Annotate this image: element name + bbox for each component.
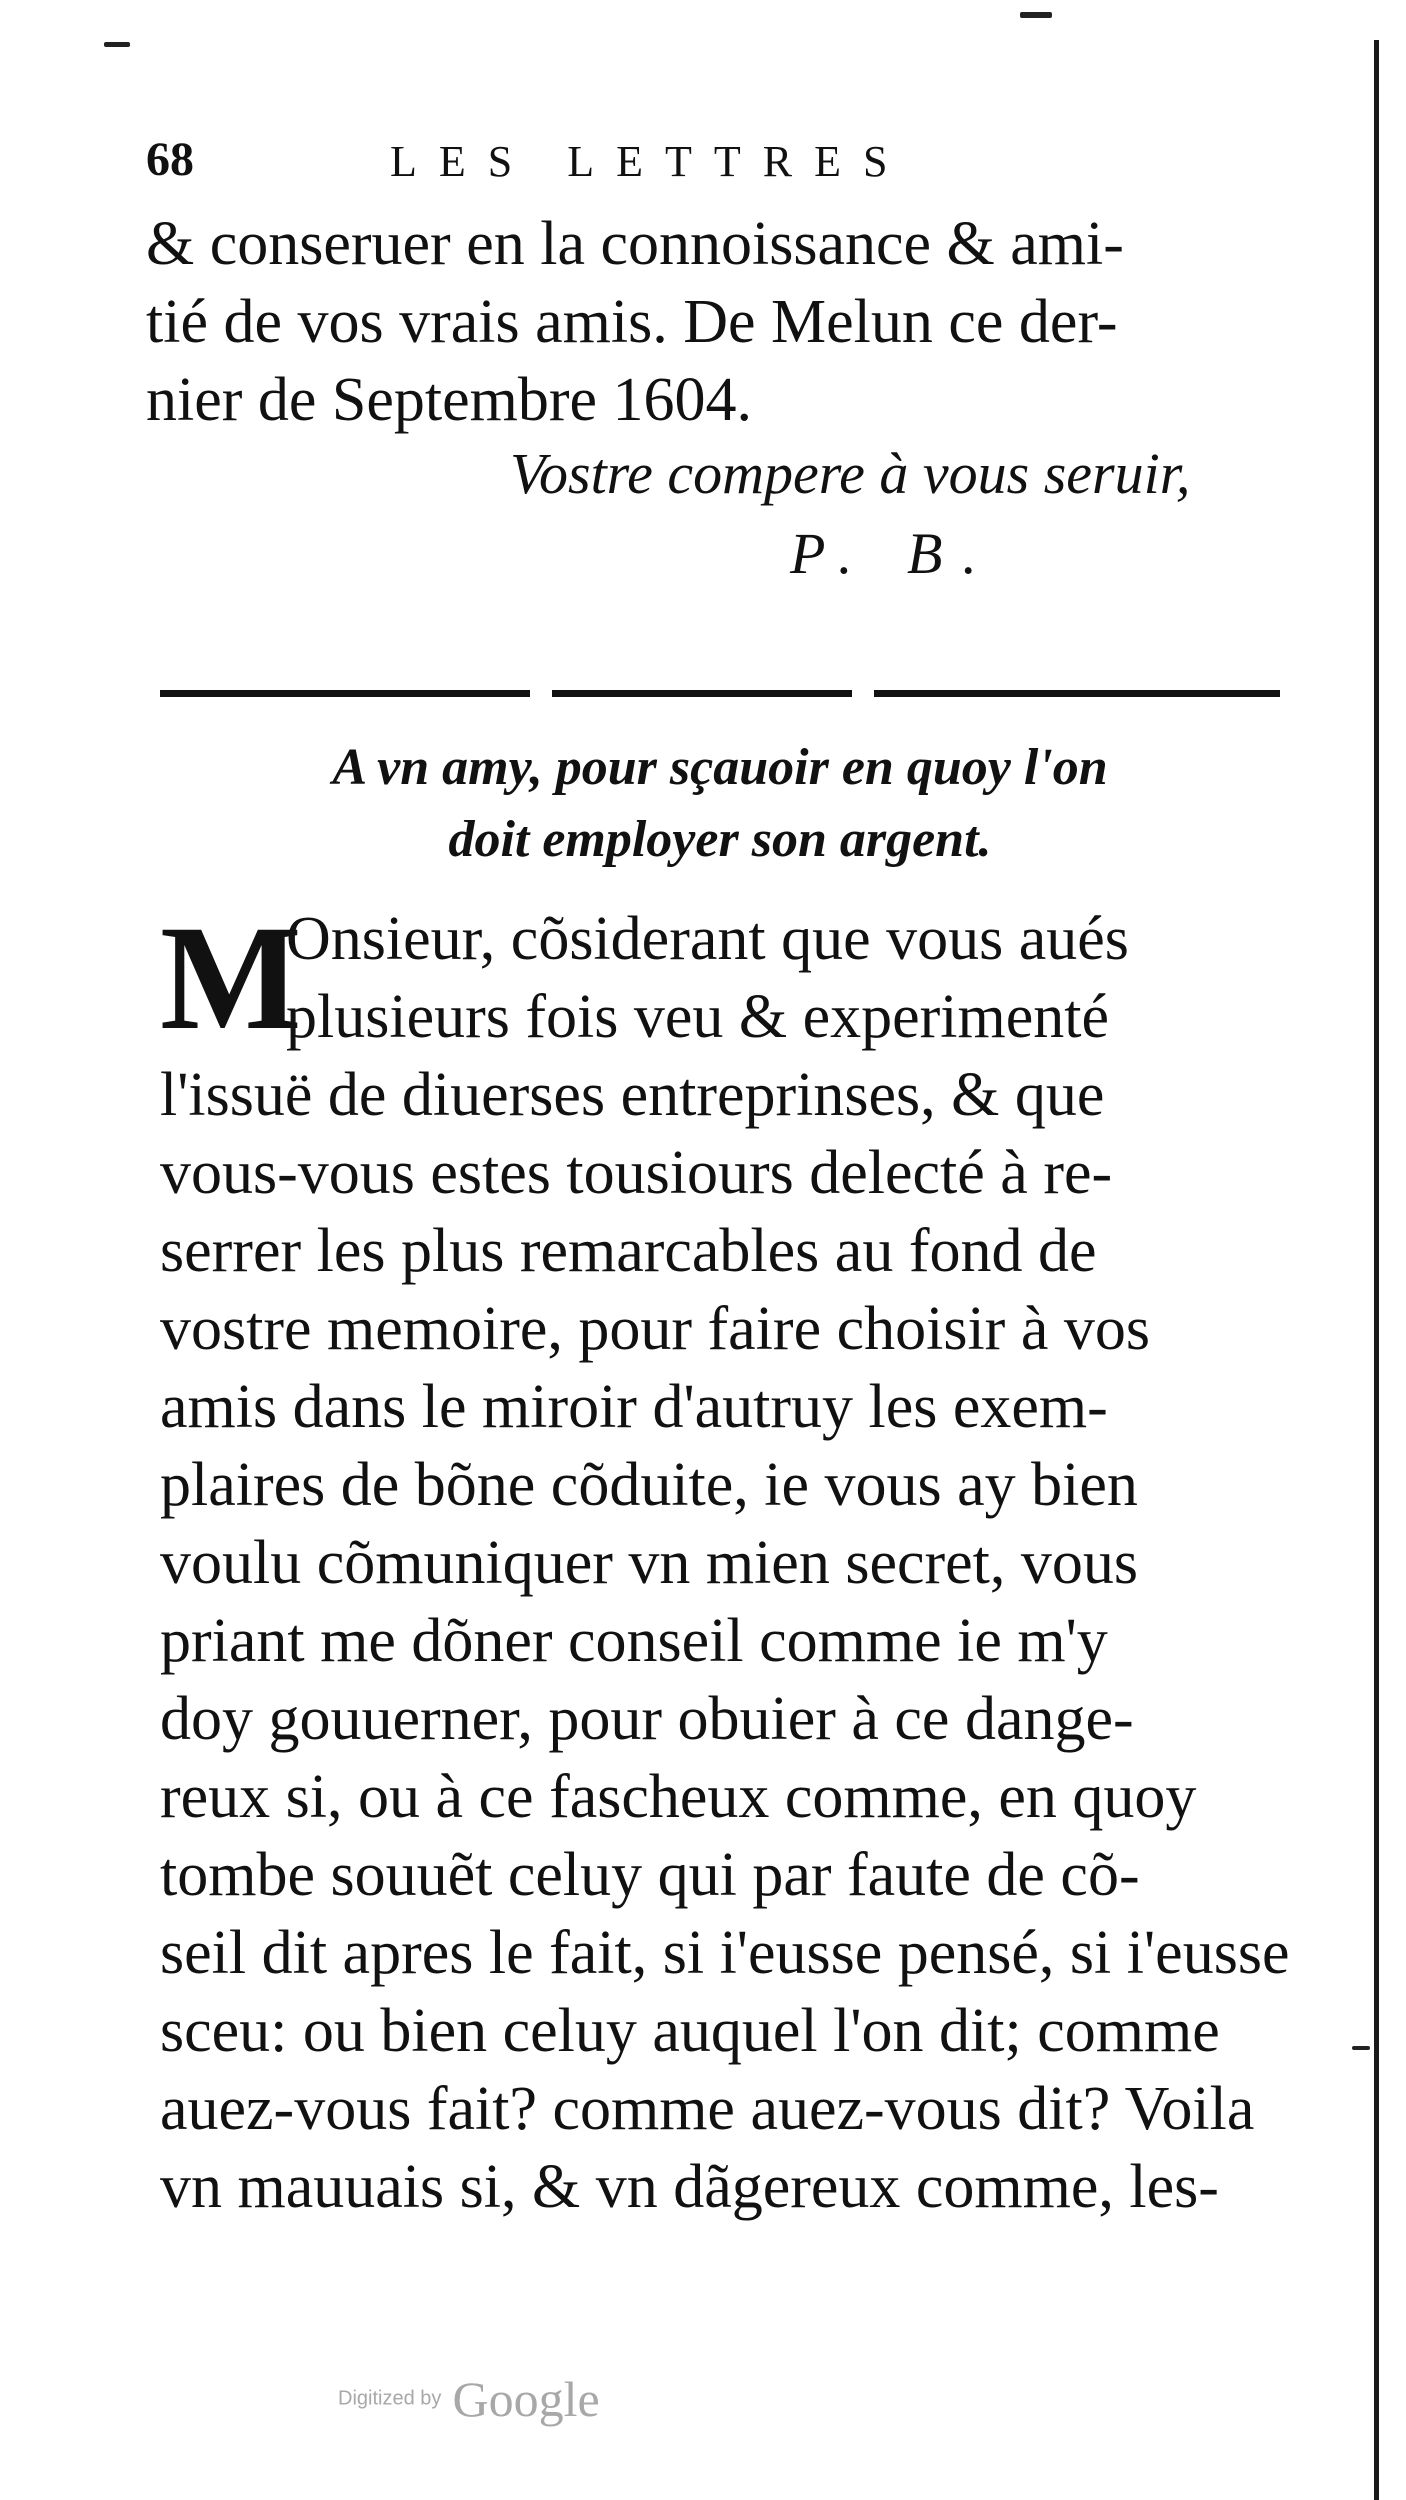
text-line: doy gouuerner, pour obuier à ce dange-: [160, 1685, 1134, 1753]
running-title: LES LETTRES: [390, 137, 910, 186]
drop-cap: M: [160, 895, 302, 1061]
text-line: auez-vous fait? comme auez-vous dit? Voila: [160, 2075, 1255, 2143]
watermark-prefix: Digitized by: [338, 2387, 442, 2410]
text-line: plusieurs fois veu & experimenté: [286, 983, 1110, 1051]
text-line: seil dit apres le fait, si i'eusse pensé, si i'eusse: [160, 1919, 1290, 1987]
scan-speck: [104, 42, 130, 47]
text-line: sceu: ou bien celuy auquel l'on dit; comme: [160, 1997, 1220, 2065]
running-head: [146, 132, 1266, 192]
text-line: reux si, ou à ce fascheux comme, en quoy: [160, 1763, 1197, 1831]
text-line: tombe souuẽt celuy qui par faute de cõ-: [160, 1841, 1140, 1909]
page-edge-rule: [1374, 40, 1379, 2500]
page-number: 68: [146, 133, 194, 186]
text-line: voulu cõmuniquer vn mien secret, vous: [160, 1529, 1139, 1597]
divider-segment: [874, 690, 1280, 697]
scan-speck: [1020, 12, 1052, 18]
text-line: amis dans le miroir d'autruy les exem-: [160, 1373, 1108, 1441]
text-line: priant me dõner conseil comme ie m'y: [160, 1607, 1108, 1675]
text-line: plaires de bõne cõduite, ie vous ay bien: [160, 1451, 1138, 1519]
text-line: vostre memoire, pour faire choisir à vos: [160, 1295, 1150, 1363]
divider-segment: [552, 690, 852, 697]
letter-closing: Vostre compere à vous seruir,: [510, 441, 1191, 506]
text-line: serrer les plus remarcables au fond de: [160, 1217, 1097, 1285]
heading-line: A vn amy, pour sçauoir en quoy l'on: [332, 739, 1108, 796]
ornamental-divider: [160, 686, 1280, 700]
text-line: tié de vos vrais amis. De Melun ce der-: [146, 288, 1118, 356]
text-line: Onsieur, cõsiderant que vous aués: [286, 905, 1129, 973]
letter-body: [160, 895, 1290, 2226]
letter-heading: [160, 732, 1280, 876]
text-line: vous-vous estes tousiours delecté à re-: [160, 1139, 1113, 1207]
text-line: nier de Septembre 1604.: [146, 366, 753, 434]
text-line: vn mauuais si, & vn dãgereux comme, les-: [160, 2153, 1219, 2221]
text-line: l'issuë de diuerses entreprinses, & que: [160, 1061, 1105, 1129]
scan-speck: [1352, 2046, 1370, 2050]
previous-letter-ending: [146, 205, 1276, 439]
digitization-watermark: [338, 2370, 600, 2428]
signature-initials: P. B.: [790, 521, 997, 586]
watermark-brand: Google: [452, 2371, 600, 2427]
divider-segment: [160, 690, 530, 697]
heading-line: doit employer son argent.: [448, 811, 992, 868]
drop-cap-lines: [160, 895, 1290, 1061]
text-line: & conseruer en la connoissance & ami-: [146, 210, 1124, 278]
